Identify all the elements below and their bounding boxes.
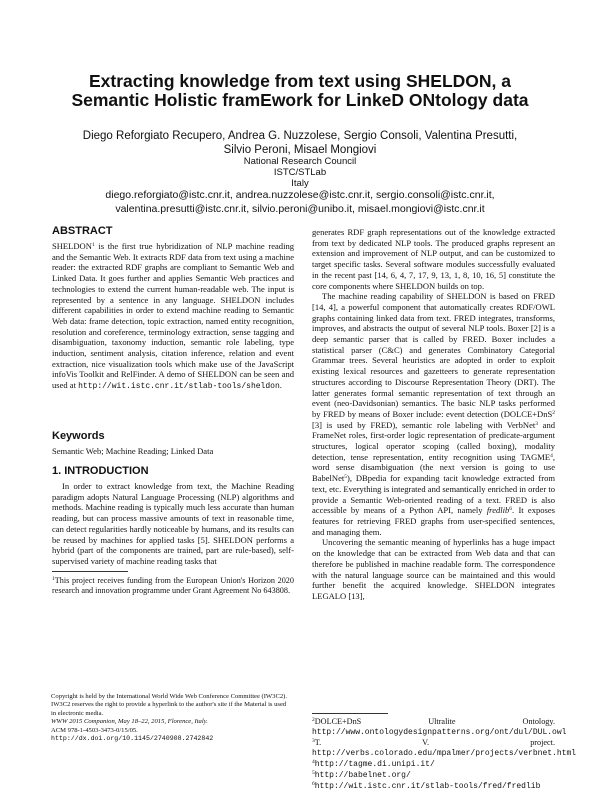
author-names-2: Silvio Peroni, Misael Mongiovi [223,144,377,156]
footnote-3-link[interactable]: http://verbs.colorado.edu/mpalmer/projects/verbnet.html [312,749,577,758]
right-paragraph-3: Uncovering the semantic meaning of hyperlinks has a huge impact on the knowledge that can be extracted from Web data and that can therefore be published in machine readable form. The correspondence with the natural language source can be maintained and this would further benefit the acquired knowledge. SHELDON integrates LEGALO [13], [312,537,555,601]
right-column-body [312,227,555,602]
footnote-2-link[interactable]: http://www.ontologydesignpatterns.org/ont/dul/DUL.owl [312,728,567,737]
footnote-5: $^5$http://babelnet.org/ [312,770,411,780]
doi-link[interactable]: http://dx.doi.org/10.1145/2740908.2742842 [51,735,214,743]
keywords-heading: Keywords [52,430,105,442]
abstract-body: SHELDON$^1$ is the first true hybridization of NLP machine reading and the Semantic Web. It extracts RDF data from text using a machine reader: the extracted RDF graphs are compliant to Semantic Web and Linked Data. It goes further and applies Semantic Web practices and technologies to extend the current human-readable web. The input is represented by a sentence in any language. SHELDON includes different capabilities in order to extend machine reading to Semantic Web data: frame detection, topic extraction, named entity recognition, resolution and coreference, terminology extraction, sense tagging and disambiguation, taxonomy induction, semantic role labeling, type induction, sentiment analysis, citation inference, relation and event extraction, nice visualization tools which make use of the JavaScript infoVis Toolkit and RelFinder. A demo of SHELDON can be seen and used at http://wit.istc.cnr.it/stlab-tools/sheldon. [52,241,294,392]
footnote-1: $^1$This project receives funding from the European Union's Horizon 2020 research and innovation programme under Grant Agreement No 643808. [52,576,294,595]
author-emails-2: valentina.presutti@istc.cnr.it, silvio.peroni@unibo.it, misael.mongiovi@istc.cnr.it [115,203,485,215]
footnote-rule-left [52,571,128,572]
introduction-heading: 1. INTRODUCTION [52,465,149,477]
footnote-5-link[interactable]: http://babelnet.org/ [314,771,411,780]
right-paragraph-1: generates RDF graph representations out of the knowledge extracted from text by dedicated NLP tools. The produced graphs represent an extension and improvement of NLP output, and can be customized to target specific tasks. Several software modules successfully evaluated in the recent past [14, 6, 4, 7, 17, 9, 13, 1, 8, 10, 16, 5] constitute the core components where SHELDON builds on top. [312,227,555,291]
right-footnotes [312,717,577,792]
footnote-2: $^2$DOLCE+DnS Ultralite Ontology. http://www.ontologydesignpatterns.org/ont/dul/DUL.owl [312,717,567,737]
keywords-text: Semantic Web; Machine Reading; Linked Data [52,446,214,456]
footnote-6: $^6$http://wit.istc.cnr.it/stlab-tools/fred/fredlib [312,781,541,791]
paper-title-line-1: Extracting knowledge from text using SHELDON, a [88,71,511,91]
footnote-4-link[interactable]: http://tagme.di.unipi.it/ [314,760,435,769]
author-names-1: Diego Reforgiato Recupero, Andrea G. Nuzzolese, Sergio Consoli, Valentina Presutti, [82,130,518,142]
footnote-6-link[interactable]: http://wit.istc.cnr.it/stlab-tools/fred/fredlib [314,782,541,791]
introduction-body: In order to extract knowledge from text, the Machine Reading paradigm adopts Natural Language Processing (NLP) algorithms and methods. Machine reading is typically much less accurate than human reading, but can process massive amounts of text in reasonable time, can detect regularities hardly noticeable by humans, and its results can be reused by machines for applied tasks [5]. SHELDON performs a hybrid (part of the components are trained, part are rule-based), self-supervised variety of machine reading tasks that [52,481,294,566]
footnote-4: $^4$http://tagme.di.unipi.it/ [312,759,435,769]
affiliation-1: National Research Council [243,156,357,167]
right-paragraph-2: The machine reading capability of SHELDON is based on FRED [14, 4], a powerful component that automatically creates RDF/OWL graphs containing linked data from text. FRED integrates, transforms, improves, and abstracts the output of several NLP tools. Boxer [2] is a deep semantic parser that is called by FRED. Boxer includes a statistical parser (C&C) and generates Combinatory Categorial Grammar trees. Several heuristics are adopted in order to exploit existing lexical resources and gazetteers to generate representation structures according to Discourse Representation Theory (DRT). The latter generates formal semantic representation of text through an event (neo-Davidsonian) semantics. The basic NLP tasks performed by FRED by means of Boxer include: event detection (DOLCE+DnS$^2$ [3] is used by FRED), semantic role labeling with VerbNet$^3$ and FrameNet roles, first-order logic representation of predicate-argument structures, logical operator scoping (called boxing), modality detection, tense representation, entity recognition using TAGME$^4$, word sense disambiguation (the next version is going to use BabelNet$^5$), DBpedia for expanding tacit knowledge extracted from text, etc. Everything is integrated and semantically enriched in order to provide a Semantic Web-oriented reading of a text. FRED is also accessible by means of a Python API, namely fredlib$^6$. It exposes features for retrieving FRED graphs from user-specified sentences, and managing them. [312,291,556,537]
author-emails-1: diego.reforgiato@istc.cnr.it, andrea.nuzzolese@istc.cnr.it, sergio.consoli@istc.cnr.it, [105,189,495,201]
footnote-3: $^3$T. V. project. http://verbs.colorado.edu/mpalmer/projects/verbnet.html [312,738,577,758]
paper-title-line-2: Semantic Holistic framEwork for LinkeD ONtology data [71,90,529,110]
footnote-rule-right [312,713,388,714]
affiliation-2: ISTC/STLab [273,167,327,178]
demo-link[interactable]: http://wit.istc.cnr.it/stlab-tools/sheldon [78,382,280,392]
affiliation-country: Italy [291,178,309,189]
abstract-heading: ABSTRACT [52,225,113,237]
copyright-block: Copyright is held by the International World Wide Web Conference Committee (IW3C2). IW3C2 reserves the right to provide a hyperlink to the author's site if the Material is used in electronic media. WWW 2015 Companion, May 18–22, 2015, Florence, Italy. ACM 978-1-4503-3473-0/15/05. http://dx.doi.org/10.1145/2740908.2742842 [51,693,291,743]
